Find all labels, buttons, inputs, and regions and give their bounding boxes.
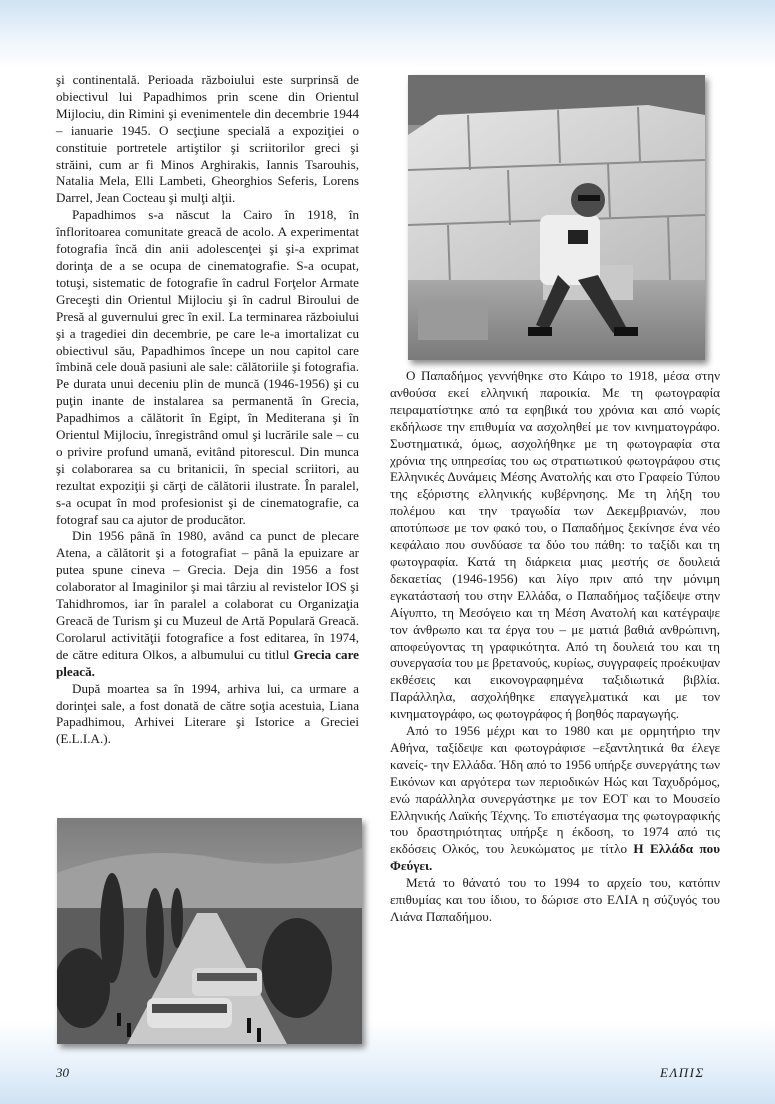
- right-paragraph-3: Μετά το θάνατό του το 1994 το αρχείο του, κατόπιν επιθυμίας και του ίδιου, το δώρισε στο ΕΛΙΑ η σύζυγός του Λιάνα Παπαδήμου.: [390, 875, 720, 924]
- right-album-title: Η Ελλάδα που Φεύγει.: [390, 841, 720, 874]
- right-paragraph-2-text: Από το 1956 μέχρι και το 1980 και με ορμητήριο την Αθήνα, ταξίδεψε και φωτογράφισε –εξαντλητικά θα έλεγε κανείς- την Ελλάδα. Ήδη από το 1956 υπήρξε συνεργάτης των Εικόνων και αργότερα των περιοδικών Ηώς και Ταχυδρόμος, ενώ παράλληλα συνεργάστηκε με τον ΕΟΤ και το Μουσείο Ελληνικής Λαϊκής Τέχνης. Το επιστέγασμα της φωτογραφικής του δραστηριότητας υπήρξε η έκδοση, το 1974 από τις εκδόσεις Ολκός, του λευκώματος με τίτλο: [390, 723, 720, 857]
- left-paragraph-3: [56, 528, 359, 680]
- left-paragraph-2: Papadhimos s-a născut la Cairo în 1918, în înfloritoarea comunitate greacă de acolo. A experimentat fotografia încă din anii adolescenţei şi şi-a exprimat dorinţa de a se ocupa de cinematografie. S-a ocupat, totuşi, sistematic de fotografie în cadrul Forţelor Armate Greceşti din Orientul Mijlociu şi în cadrul Biroului de Presă al guvernului grec în exil. La terminarea războiului şi a tragediei din decembrie, pe care le-a imortalizat cu obiectivul său, Papadhimos începe un nou capitol care îmbină cele două pasiuni ale sale: călătoriile şi fotografia. Pe durata unui deceniu plin de muncă (1946-1956) şi cu puţin inante de instalarea sa permanentă în Grecia, Papadhimos a călătorit în Egipt, în Mediterana şi în Orientul Mijlociu, înregistrând omul şi lucrările sale – cu o privire profund umană, evitând pitorescul. Din munca şi colaborarea sa cu britanicii, în special scriitori, au rezultat expoziţii şi cărţi de călătorii ilustrate. În paralel, s-a ocupat în mod profesionist şi de cinematografie, ca fotograf sau ca ajutor de producător.: [56, 207, 359, 527]
- right-paragraph-2: [390, 723, 720, 875]
- right-paragraph-1: Ο Παπαδήμος γεννήθηκε στο Κάιρο το 1918, μέσα στην ανθούσα εκεί ελληνική παροικία. Με τη φωτογραφία πειραματίστηκε από τα εφηβικά του χρόνια και από νωρίς εκδήλωσε την επιθυμία να ασχοληθεί με τον κινηματογράφο. Συστηματικά, όμως, ασχολήθηκε με τη φωτογραφία στα χρόνια της υπηρεσίας του ως στρατιωτικού φωτογράφου στις Ελληνικές Δυνάμεις Μέσης Ανατολής και στο Γραφείο Τύπου της εξόριστης ελληνικής κυβέρνησης. Με τη λήξη του πολέμου και την τραγωδία των Δεκεμβριανών, που αποτύπωσε με τον φακό του, ο Παπαδήμος ξεκίνησε ένα νέο κεφάλαιο που συνδύασε τα δύο του πάθη: το ταξίδι και τη φωτογραφία. Κατά τη διάρκεια μιας μεστής σε δουλειά δεκαετίας (1946-1956) και λίγο πριν από την μόνιμη εγκατάστασή του στην Ελλάδα, ο Παπαδήμος ταξίδεψε στην Αίγυπτο, τη Μεσόγειο και τη Μέση Ανατολή και κατέγραψε τον άνθρωπο και τα έργα του – με ματιά βαθιά ανθρώπινη, αποφεύγοντας τη γραφικότητα. Από τη δουλειά του και τη συνεργασία του με βρετανούς, κυρίως, συγγραφείς προέκυψαν εκθέσεις και εικονογραφημένα ταξιδιωτικά βιβλία. Παράλληλα, ασχολήθηκε επαγγελματικά και με τον κινηματογράφο, ως φωτογράφος ή βοηθός παραγωγής.: [390, 368, 720, 722]
- left-paragraph-1: şi continentală. Perioada războiului este surprinsă de obiectivul lui Papadhimos prin scene din Orientul Mijlociu, din Rimini şi evenimentele din decembrie 1944 – ianuarie 1945. O secţiune specială a expoziţiei o constituie portretele artiştilor şi scriitorilor greci şi străini, cum ar fi Minos Arghirakis, Iannis Tsarouhis, Natalia Mela, Elli Lambeti, Gheorghios Seferis, Lorens Darrel, Jean Cocteau şi mulţi alţii.: [56, 72, 359, 206]
- photo-road-with-buses: [57, 818, 362, 1044]
- photo-man-with-camera: [408, 75, 705, 360]
- right-text-column: [390, 368, 720, 926]
- left-text-column: [56, 72, 359, 748]
- page-number: 30: [56, 1065, 69, 1080]
- left-album-title: Grecia care pleacă.: [56, 646, 359, 679]
- left-paragraph-3-text: Din 1956 până în 1980, având ca punct de plecare Atena, a călătorit şi a fotografiat – până la epuizare ar putea spune cineva – Grecia. Deja din 1956 a fost colaborator al Imaginilor şi mai târziu al revistelor IOS şi Tahidhromos, iar în paralel a colaborat cu Organizaţia Greacă de Turism şi cu Muzeul de Artă Populară Greacă. Corolarul activităţii fotografice a fost editarea, în 1974, de către editura Olkos, a albumului cu titlul: [56, 528, 359, 662]
- magazine-name: ΕΛΠΙΣ: [660, 1065, 705, 1080]
- left-paragraph-4: După moartea sa în 1994, arhiva lui, ca urmare a dorinţei sale, a fost donată de către soţia acestuia, Liana Papadhimou, Arhivei Literare şi Istorice a Greciei (E.L.I.A.).: [56, 680, 359, 747]
